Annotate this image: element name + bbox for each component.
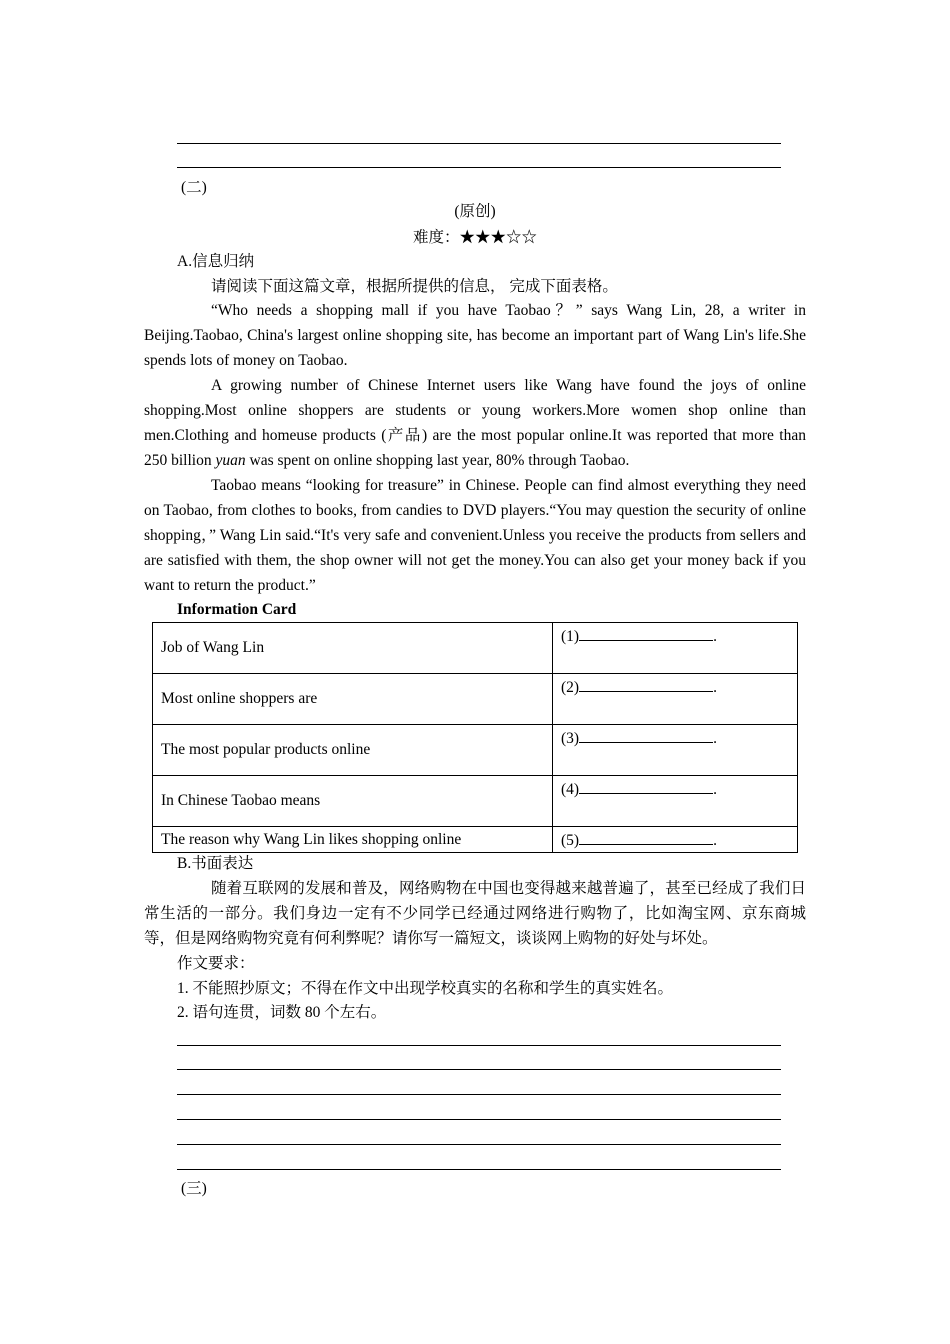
part-b-title: B.书面表达 — [177, 855, 254, 872]
answer-end: . — [713, 679, 717, 696]
passage-paragraph-2 — [144, 373, 806, 473]
writing-line[interactable] — [177, 1169, 781, 1170]
card-answer-cell[interactable] — [553, 623, 798, 674]
passage-italic-word: yuan — [215, 452, 246, 469]
passage-paragraph-1: “Who needs a shopping mall if you have Taobao？” says Wang Lin, 28, a writer in Beijing.Taobao, China's largest online shopping site, has become an important part of Wang Lin's life.She spends lots of money on Taobao. — [144, 302, 806, 369]
answer-number: (4) — [561, 781, 580, 798]
answer-number: (1) — [561, 628, 580, 645]
table-row — [153, 623, 798, 674]
passage-text: A growing number of Chinese Internet users like Wang have found the joys of online shopping.Most online shoppers are students or young workers.More women shop online than men.Clothing and homeuse products (产品) are the most popular online.It was reported that more than 250 billion — [144, 377, 806, 469]
table-row — [153, 776, 798, 827]
part-a-title: A.信息归纳 — [177, 253, 255, 270]
table-row — [153, 725, 798, 776]
card-answer-cell[interactable] — [553, 674, 798, 725]
requirements-title: 作文要求： — [177, 955, 255, 972]
answer-number: (2) — [561, 679, 580, 696]
writing-line[interactable] — [177, 1094, 781, 1095]
writing-line[interactable] — [177, 1045, 781, 1046]
answer-number: (5) — [561, 831, 580, 849]
answer-blank[interactable] — [579, 728, 713, 743]
answer-blank[interactable] — [579, 626, 713, 641]
answer-blank[interactable] — [579, 779, 713, 794]
card-question: Most online shoppers are — [153, 674, 553, 725]
answer-end: . — [713, 781, 717, 798]
part-b-prompt: 随着互联网的发展和普及，网络购物在中国也变得越来越普遍了，甚至已经成了我们日常生活的一部分。我们身边一定有不少同学已经通过网络进行购物了，比如淘宝网、京东商城等，但是网络购物究竟有何利弊呢？请你写一篇短文，谈谈网上购物的好处与坏处。 — [144, 880, 806, 947]
answer-number: (3) — [561, 730, 580, 747]
card-question: The most popular products online — [153, 725, 553, 776]
answer-blank[interactable] — [579, 677, 713, 692]
information-card-table — [152, 622, 798, 853]
answer-end: . — [713, 628, 717, 645]
table-row — [153, 827, 798, 853]
writing-line[interactable] — [177, 1069, 781, 1070]
requirement-1: 1. 不能照抄原文；不得在作文中出现学校真实的名称和学生的真实姓名。 — [177, 980, 674, 997]
section-three-label: (三) — [181, 1180, 207, 1197]
card-title: Information Card — [177, 601, 297, 618]
card-question: In Chinese Taobao means — [153, 776, 553, 827]
passage-text: was spent on online shopping last year, 80% through Taobao. — [245, 452, 630, 469]
answer-end: . — [713, 730, 717, 747]
card-question: The reason why Wang Lin likes shopping online — [153, 827, 553, 853]
card-answer-cell[interactable] — [553, 776, 798, 827]
requirement-2: 2. 语句连贯，词数 80 个左右。 — [177, 1004, 387, 1021]
card-question: Job of Wang Lin — [153, 623, 553, 674]
card-answer-cell[interactable] — [553, 725, 798, 776]
difficulty-rating: 难度：★★★☆☆ — [412, 229, 537, 246]
original-tag: (原创) — [454, 203, 496, 220]
answer-blank[interactable] — [579, 830, 713, 845]
writing-line[interactable] — [177, 1144, 781, 1145]
answer-line — [177, 143, 781, 144]
section-two-label: (二) — [181, 179, 207, 196]
table-row — [153, 674, 798, 725]
instruction-a: 请阅读下面这篇文章，根据所提供的信息， 完成下面表格。 — [211, 278, 618, 295]
card-answer-cell[interactable] — [553, 827, 798, 853]
answer-end: . — [713, 831, 717, 849]
passage-paragraph-3: Taobao means “looking for treasure” in Chinese. People can find almost everything they need on Taobao, from clothes to books, from candies to DVD players.“You may question the security of online shopping，” Wang Lin said.“It's very safe and convenient.Unless you receive the products from sellers and are satisfied with them, the shop owner will not get the money.You can also get your money back if you want to return the product.” — [144, 477, 806, 594]
answer-line — [177, 167, 781, 168]
writing-line[interactable] — [177, 1119, 781, 1120]
